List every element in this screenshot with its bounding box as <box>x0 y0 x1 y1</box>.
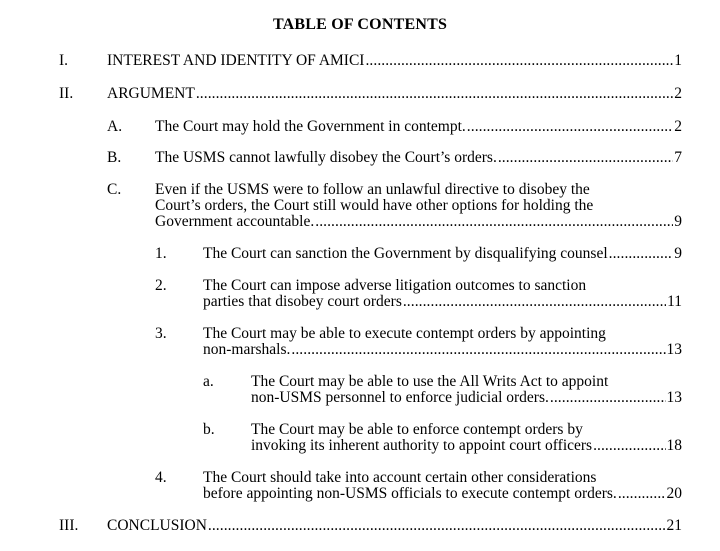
dot-leader <box>550 389 666 407</box>
toc-page-number[interactable]: 9 <box>674 213 682 230</box>
toc-page-number[interactable]: 11 <box>667 293 682 310</box>
toc-entry-number: 2. <box>155 277 167 294</box>
toc-entry-text[interactable]: The Court may be able to execute contempt orders by appointing <box>203 325 606 342</box>
dot-leader <box>365 52 673 70</box>
toc-entry-number: III. <box>59 517 79 534</box>
dot-leader <box>609 245 674 263</box>
dot-leader <box>208 517 666 535</box>
toc-entry-text[interactable]: The Court may be able to use the All Writs Act to appoint <box>251 373 609 390</box>
dot-leader <box>196 85 673 103</box>
toc-entry-text[interactable]: parties that disobey court orders <box>203 293 402 310</box>
toc-entry-number: 1. <box>155 245 167 262</box>
toc-entry-text[interactable]: INTEREST AND IDENTITY OF AMICI <box>107 52 365 69</box>
dot-leader <box>593 437 665 455</box>
toc-entry-number: a. <box>203 373 214 390</box>
toc-entry-number: b. <box>203 421 215 438</box>
toc-entry-text[interactable]: The USMS cannot lawfully disobey the Court’s orders. <box>155 149 497 166</box>
toc-entry-text[interactable]: The Court may hold the Government in contempt. <box>155 118 466 135</box>
toc-page-number[interactable]: 7 <box>674 149 682 166</box>
toc-entry-text[interactable]: invoking its inherent authority to appoint court officers <box>251 437 593 454</box>
toc-page-number[interactable]: 13 <box>666 389 682 406</box>
toc-page-number[interactable]: 13 <box>666 341 682 358</box>
dot-leader <box>498 149 673 167</box>
toc-entry-number: II. <box>59 85 74 102</box>
toc-entry-text[interactable]: The Court can impose adverse litigation outcomes to sanction <box>203 277 587 294</box>
toc-entry-number: B. <box>107 149 122 166</box>
toc-entry-text[interactable]: non-USMS personnel to enforce judicial orders. <box>251 389 549 406</box>
dot-leader <box>291 341 665 359</box>
toc-page-number[interactable]: 20 <box>666 485 682 502</box>
toc-entry-text[interactable]: The Court can sanction the Government by disqualifying counsel <box>203 245 608 262</box>
toc-entry-text[interactable]: CONCLUSION <box>107 517 207 534</box>
toc-entry-text[interactable]: ARGUMENT <box>107 85 195 102</box>
toc-title: TABLE OF CONTENTS <box>272 16 448 33</box>
toc-entry-text[interactable]: Government accountable. <box>155 213 315 230</box>
dot-leader <box>618 485 666 503</box>
toc-entry-text[interactable]: Court’s orders, the Court still would have other options for holding the <box>155 197 594 214</box>
toc-page-number[interactable]: 2 <box>674 85 682 102</box>
toc-entry-text[interactable]: Even if the USMS were to follow an unlawful directive to disobey the <box>155 181 590 198</box>
toc-entry-text[interactable]: before appointing non-USMS officials to execute contempt orders. <box>203 485 617 502</box>
toc-page-number[interactable]: 9 <box>674 245 682 262</box>
dot-leader <box>403 293 666 311</box>
toc-entry-number: 4. <box>155 469 167 486</box>
toc-page-number[interactable]: 18 <box>666 437 682 454</box>
dot-leader <box>467 118 673 136</box>
dot-leader <box>315 213 673 231</box>
toc-entry-number: A. <box>107 118 123 135</box>
toc-entry-text[interactable]: non-marshals. <box>203 341 291 358</box>
toc-entry-number: C. <box>107 181 122 198</box>
toc-page-number[interactable]: 21 <box>666 517 682 534</box>
toc-entry-number: I. <box>59 52 69 69</box>
toc-entry-number: 3. <box>155 325 167 342</box>
toc-page-number[interactable]: 2 <box>674 118 682 135</box>
toc-entry-text[interactable]: The Court should take into account certain other considerations <box>203 469 597 486</box>
toc-page-number[interactable]: 1 <box>674 52 682 69</box>
toc-entry-text[interactable]: The Court may be able to enforce contempt orders by <box>251 421 583 438</box>
